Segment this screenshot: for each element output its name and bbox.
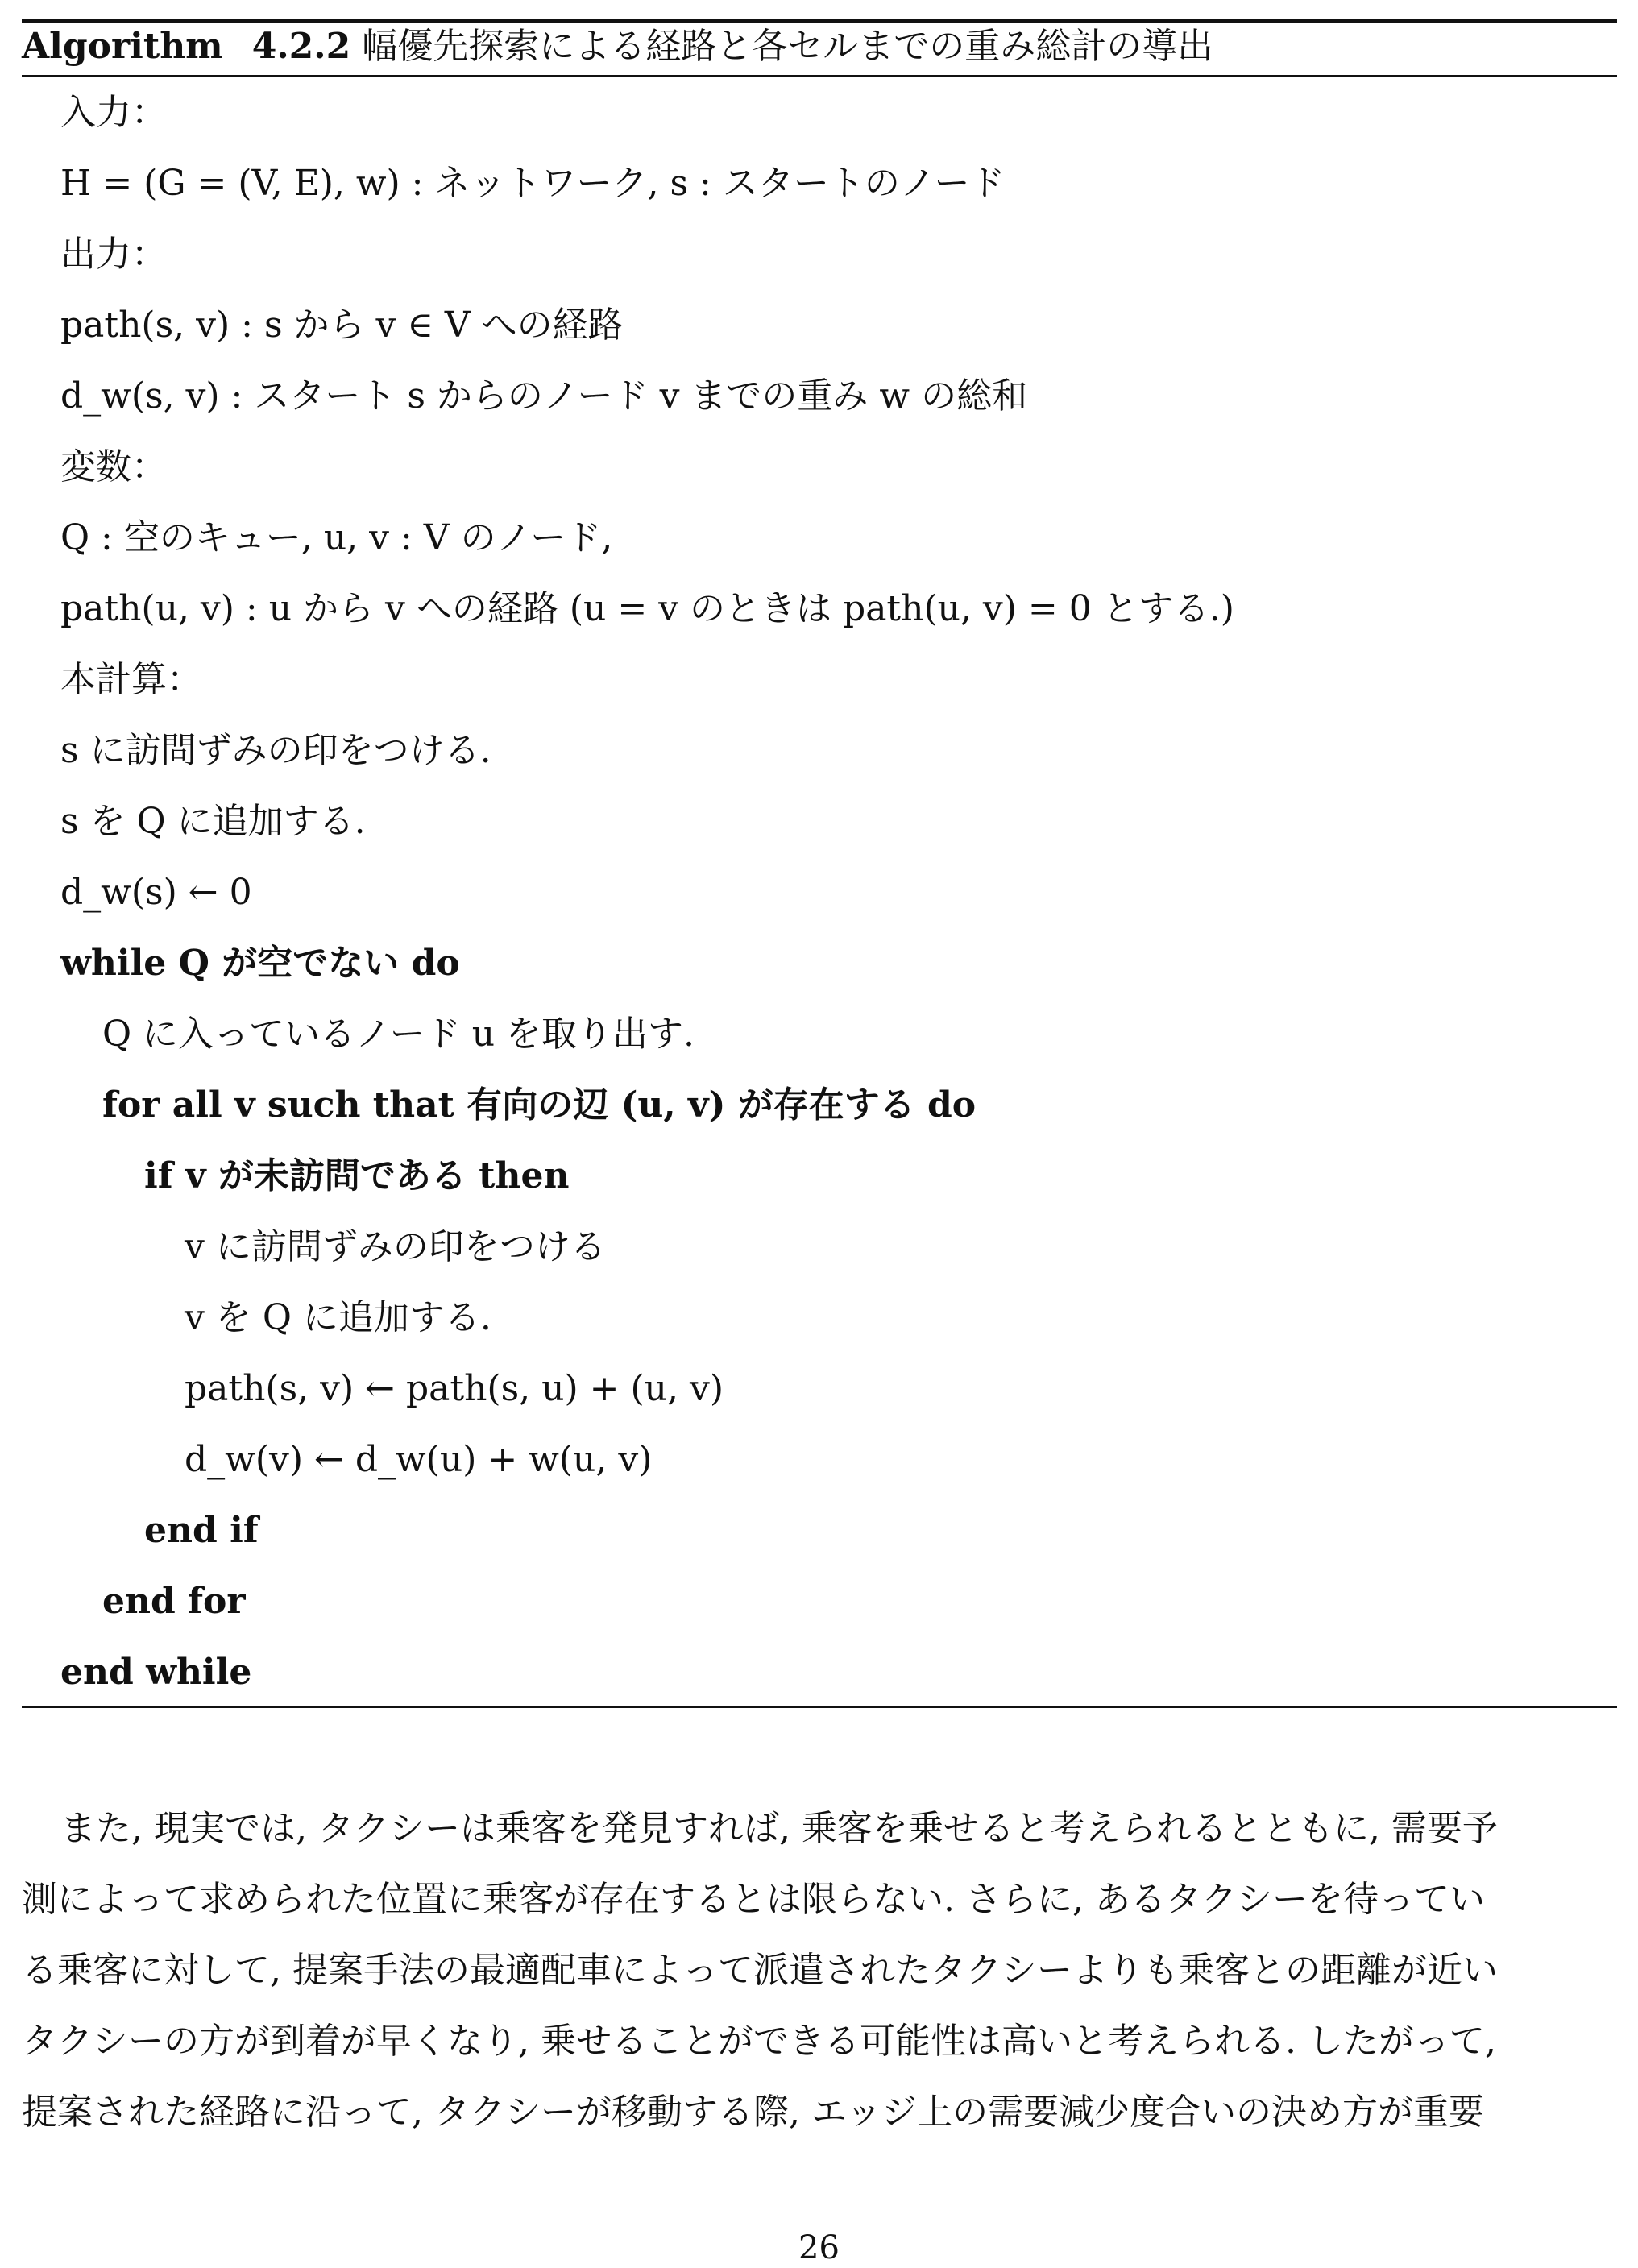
body-line: る乗客に対して, 提案手法の最適配車によって派遣されたタクシーよりも乗客との距離が近い xyxy=(22,1950,1498,1991)
algo-line-path-update: path(s, v) ← path(s, u) + (u, v) xyxy=(185,1368,724,1409)
algo-line-input-heading: 入力： xyxy=(60,92,167,133)
algo-line-vars-path: path(u, v) : u から v への経路 (u = v のときは path(u, v) = 0 とする.) xyxy=(60,588,1234,629)
algorithm-title: 幅優先探索による経路と各セルまでの重み総計の導出 xyxy=(362,26,1213,67)
algo-line-dw-update: d_w(v) ← d_w(u) + w(u, v) xyxy=(185,1439,653,1480)
algo-line-init-dw: d_w(s) ← 0 xyxy=(60,872,252,913)
algo-line-mark-s: s に訪問ずみの印をつける. xyxy=(60,730,491,771)
algo-line-output-heading: 出力： xyxy=(60,234,167,275)
algo-line-vars-heading: 変数： xyxy=(60,446,167,487)
algorithm-label: Algorithm xyxy=(22,26,223,67)
algo-line-if: if v が未訪問である then xyxy=(144,1155,570,1196)
algo-line-input-network: H = (G = (V, E), w) : ネットワーク, s : スタートのノード xyxy=(60,163,1006,204)
body-line: また, 現実では, タクシーは乗客を発見すれば, 乗客を乗せると考えられるとともに, 需要予 xyxy=(60,1808,1498,1849)
algo-line-vars-queue: Q : 空のキュー, u, v : V のノード, xyxy=(60,517,613,558)
algo-line-end-if: end if xyxy=(144,1510,259,1551)
algorithm-caption xyxy=(22,24,1213,69)
algo-line-enqueue-s: s を Q に追加する. xyxy=(60,801,366,842)
body-line: 測によって求められた位置に乗客が存在するとは限らない. さらに, あるタクシーを待ってい xyxy=(22,1879,1485,1920)
algo-line-output-path: path(s, v) : s から v ∈ V への経路 xyxy=(60,305,624,346)
body-line: 提案された経路に沿って, タクシーが移動する際, エッジ上の需要減少度合いの決め方が重要 xyxy=(22,2092,1485,2133)
body-paragraph xyxy=(22,1793,1617,2148)
algorithm-bottom-rule xyxy=(22,1706,1617,1708)
algo-line-end-while: end while xyxy=(60,1652,252,1693)
algorithm-number: 4.2.2 xyxy=(251,26,351,67)
algo-line-main-heading: 本計算： xyxy=(60,659,202,700)
algo-line-output-weight: d_w(s, v) : スタート s からのノード v までの重み w の総和 xyxy=(60,375,1028,417)
algo-line-while: while Q が空でない do xyxy=(60,943,460,984)
page-number: 26 xyxy=(798,2229,840,2266)
algo-line-for-all: for all v such that 有向の辺 (u, v) が存在する do xyxy=(102,1084,977,1126)
body-line: タクシーの方が到着が早くなり, 乗せることができる可能性は高いと考えられる. したがって, xyxy=(22,2021,1496,2062)
algorithm-caption-rule xyxy=(22,75,1617,77)
algo-line-dequeue: Q に入っているノード u を取り出す. xyxy=(102,1014,695,1055)
algo-line-mark-v: v に訪問ずみの印をつける xyxy=(185,1226,606,1267)
algo-line-end-for: end for xyxy=(102,1581,246,1622)
algo-line-enqueue-v: v を Q に追加する. xyxy=(185,1297,491,1338)
algorithm-top-rule xyxy=(22,19,1617,23)
